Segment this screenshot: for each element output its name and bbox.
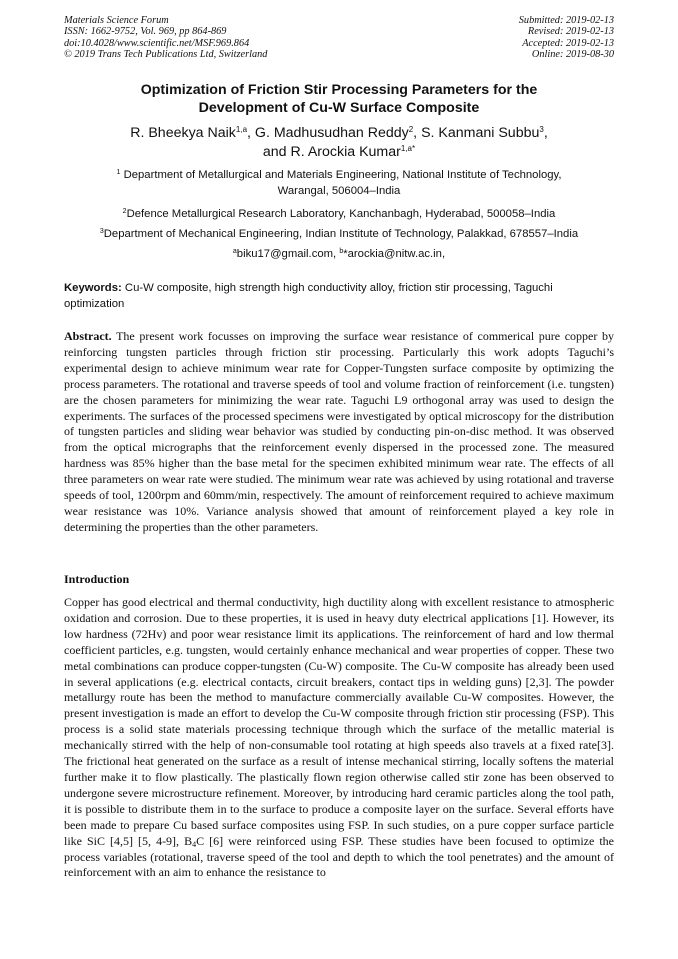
introduction-text: Copper has good electrical and thermal conductivity, high ductility along with excellent resistance to atmospheric oxidation and corrosion. Due to these properties, it is used in heavy duty electrical applications [1]. However, its low hardness (72Hv) and poor wear resistance limit its applications. The reinforcement of hard and low thermal coefficient particles, e.g. tungsten, would certainly enhance mechanical and wear properties of copper. These two metal combinations can produce copper-tungsten (Cu-W) composite. The Cu-W composite has already been used in several applications (e.g. electrical contacts, circuit breakers, contact tips in welding guns) [2,3]. The powder metallurgy route has been the method to manufacture commercially available Cu-W composites. However, the present investigation is made an effort to develop the Cu-W composite through friction stir processing (FSP). This process is a solid state materials processing technique through which the surface of the metallic material is mechanically stirred with the help of non-consumable tool rotating at high speeds also travels at a fixed rate[3]. The frictional heat generated on the surface as a result of intense mechanical stirring, locally softens the material further make it to flow plastically. The plastically flown region otherwise called stir zone has been observed to undergone severe microstructure refinement. Moreover, by introducing hard ceramic particles along the tool path, it is possible to distribute them in to the surface to produce a composite layer on the surface. Several efforts have been made to prepare Cu based surface composites using FSP. In such studies, on a pure copper surface particle like SiC [4,5] [5, 4-9], B bbox=[64, 595, 614, 848]
affiliation-2 bbox=[40, 206, 638, 222]
author-line-2 bbox=[0, 143, 678, 162]
journal-name: Materials Science Forum bbox=[64, 15, 169, 26]
affiliation-sup: 1 bbox=[116, 169, 121, 176]
author-name: R. Bheekya Naik bbox=[130, 125, 236, 141]
subscript: 4 bbox=[192, 839, 197, 849]
author-sup: 2 bbox=[408, 125, 414, 134]
author-sup: 1,a bbox=[235, 125, 248, 134]
title-line-1: Optimization of Friction Stir Processing Parameters for the bbox=[140, 82, 538, 98]
author-emails bbox=[40, 246, 638, 262]
abstract-label: Abstract. bbox=[64, 329, 112, 343]
affiliation-1 bbox=[40, 167, 638, 199]
paper-title bbox=[0, 81, 678, 117]
introduction-text: C [6] were reinforced using FSP. These studies have been focused to optimize the process variables (rotational, traverse speed of the tool and depth to which the tool penetrates) and the amount of reinforcement with an aim to enhance the resistance to bbox=[64, 833, 614, 880]
email-link[interactable]: biku17@gmail.com, bbox=[236, 248, 340, 260]
author-sup: 1,a* bbox=[400, 144, 416, 153]
email-sup: b bbox=[339, 248, 344, 255]
affiliation-1-line-2: Warangal, 506004–India bbox=[277, 185, 401, 197]
email-link[interactable]: *arockia@nitw.ac.in, bbox=[343, 248, 446, 260]
author-list bbox=[0, 124, 678, 162]
affiliation-text: Department of Mechanical Engineering, Indian Institute of Technology, Palakkad, 678557–India bbox=[103, 228, 579, 240]
author-line-1 bbox=[0, 124, 678, 143]
date-revised: Revised: 2019-02-13 bbox=[527, 26, 614, 38]
title-line-2: Development of Cu-W Surface Composite bbox=[198, 100, 480, 116]
abstract-text: The present work focusses on improving the surface wear resistance of commerical pure copper by reinforcing tungsten particles through friction stir processing. Particularly this work adopts Taguchi’s experimental design to achieve minimum wear rate for Copper-Tungsten surface composite by optimizing the process parameters. The rotational and traverse speeds of tool and volume fraction of reinforcement (i.e. tungsten) are the chosen parameters for minimizing the wear rate. Taguchi L9 orthogonal array was used to design the experiments. The surfaces of the processed specimens were investigated by optical microscopy for the distribution of tungsten particles and sliding wear behavior was studied by conducting pin-on-disc method. It was observed from the optical micrographs that the reinforcement evenly dispersed in the processed zone. The measured hardness was 85% higher than the base metal for the specimen exhibited minimum wear rate. The effects of all three parameters on wear rate were studied. The minimum wear rate was achieved by using rotational and traverse speeds of tool, 1200rpm and 60mm/min, respectively. The amount of reinforcement required to achieve maximum wear resistance was 10%. Variance analysis showed that amount of reinforcement played a key role in determining the properties than the other parameters. bbox=[64, 329, 614, 534]
abstract-section bbox=[64, 329, 614, 536]
affiliation-3 bbox=[40, 226, 638, 242]
affiliation-text: Defence Metallurgical Research Laboratory, Kanchanbagh, Hyderabad, 500058–India bbox=[126, 208, 556, 220]
keywords-text: Cu-W composite, high strength high conductivity alloy, friction stir processing, Taguchi optimization bbox=[64, 282, 553, 310]
author-sup: 3 bbox=[539, 125, 544, 134]
affiliation-1-line-1 bbox=[40, 167, 638, 183]
affiliation-sup: 3 bbox=[99, 228, 104, 235]
author-separator: , bbox=[247, 125, 255, 141]
journal-copyright: © 2019 Trans Tech Publications Ltd, Switzerland bbox=[64, 49, 268, 61]
author-separator: , bbox=[413, 125, 422, 141]
author-name: S. Kanmani Subbu bbox=[421, 125, 540, 141]
author-name: and R. Arockia Kumar bbox=[262, 144, 401, 160]
date-accepted: Accepted: 2019-02-13 bbox=[522, 37, 614, 49]
journal-issn: ISSN: 1662-9752, Vol. 969, pp 864-869 bbox=[64, 26, 227, 38]
email-sup: a bbox=[232, 248, 237, 255]
publication-dates bbox=[519, 15, 614, 61]
keywords-section bbox=[64, 281, 614, 312]
journal-header bbox=[64, 15, 267, 61]
author-separator: , bbox=[543, 125, 548, 141]
affiliation-sup: 2 bbox=[122, 208, 127, 215]
date-submitted: Submitted: 2019-02-13 bbox=[518, 15, 614, 26]
section-heading: Introduction bbox=[64, 572, 130, 586]
date-online: Online: 2019-08-30 bbox=[531, 49, 614, 61]
author-name: G. Madhusudhan Reddy bbox=[254, 125, 409, 141]
keywords-label: Keywords: bbox=[64, 282, 122, 294]
affiliation-text: Department of Metallurgical and Materials Engineering, National Institute of Technology, bbox=[120, 169, 562, 181]
introduction-paragraph bbox=[64, 595, 614, 881]
journal-doi: doi:10.4028/www.scientific.net/MSF.969.864 bbox=[64, 37, 250, 49]
